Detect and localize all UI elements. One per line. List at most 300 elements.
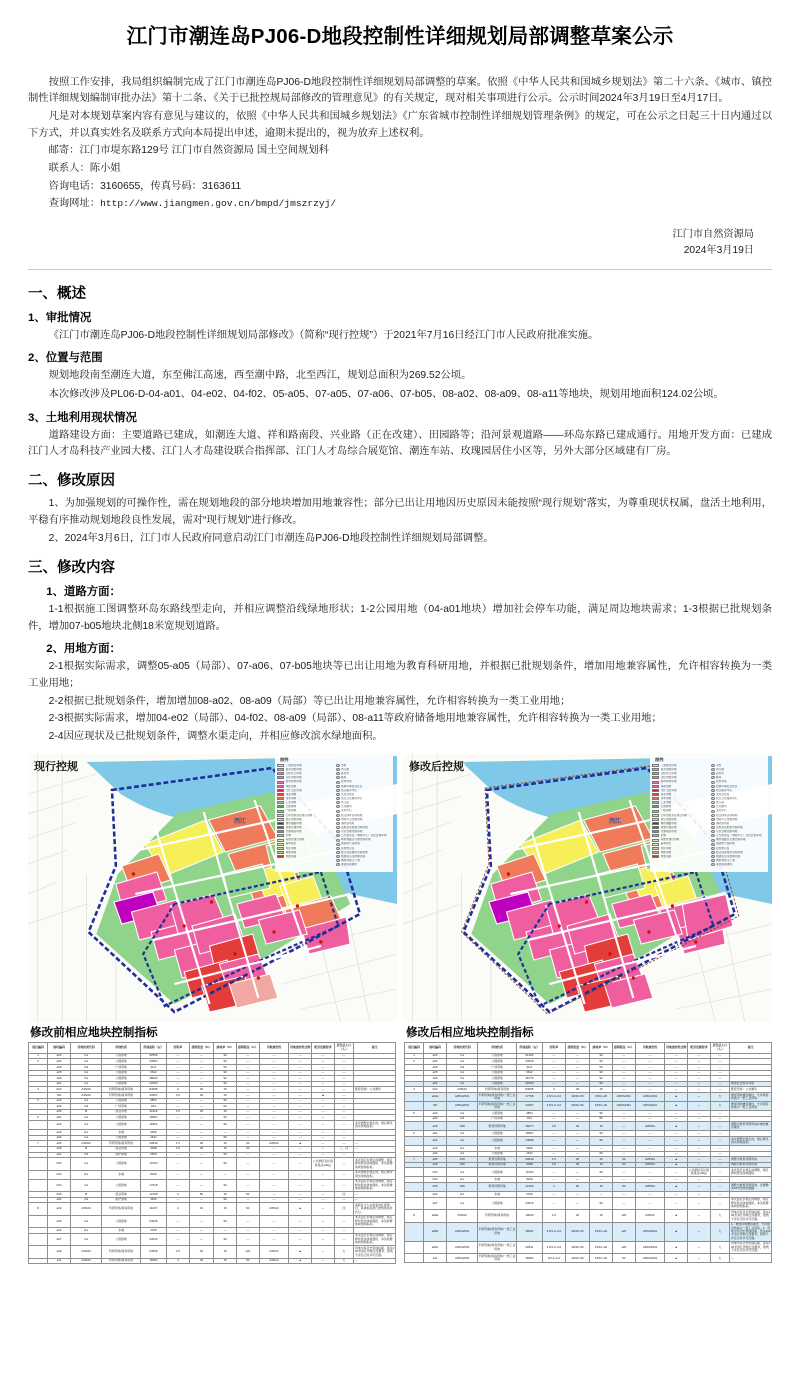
legend-label: 公用设施营业网点用地: [660, 813, 688, 817]
table-cell-hgt: 30: [236, 1146, 259, 1152]
legend-symbol-item-before-4: [336, 780, 392, 784]
table-cell-lot: a04: [424, 1151, 447, 1157]
table-cell-far: —: [167, 1098, 190, 1104]
legend-symbol-icon: [711, 793, 715, 796]
table-cell-fac: —: [312, 1121, 335, 1130]
table-cell-blk: 1: [29, 1053, 48, 1059]
table-row[interactable]: [29, 1215, 396, 1227]
table-cell-hgt: —: [236, 1179, 259, 1191]
legend-symbol-icon: [336, 814, 340, 817]
table-cell-lot: a04: [48, 1135, 71, 1141]
table-cell-rmk: —: [354, 1141, 396, 1147]
table-cell-area: 20640: [140, 1141, 166, 1147]
table-cell-fac: —: [312, 1109, 335, 1115]
table-cell-mix: —: [259, 1064, 289, 1070]
legend-symbol-item-before-19: [336, 842, 392, 846]
legend-item-before-9: [277, 801, 333, 805]
table-cell-blk: [29, 1246, 48, 1258]
table-cell-grn: —: [214, 1130, 237, 1136]
table-cell-cov: 35: [189, 1146, 213, 1152]
legend-symbol-icon: [336, 851, 340, 854]
table-cell-code: G1: [70, 1098, 101, 1104]
legend-symbol-icon: [336, 781, 340, 784]
table-row[interactable]: [405, 1183, 772, 1192]
table-cell-mixr: —: [289, 1233, 312, 1245]
table-cell-fac: —: [312, 1053, 335, 1059]
table-cell-area: 914: [516, 1116, 542, 1122]
table-cell-mix: A35/M1: [635, 1157, 665, 1163]
table-cell-blk: 2: [29, 1059, 48, 1065]
legend-symbol-icon: [336, 855, 340, 858]
table-cell-grn: 90: [214, 1233, 237, 1245]
table-cell-pop: —: [710, 1070, 729, 1076]
table-cell-mixr: ▲: [665, 1254, 688, 1263]
table-row[interactable]: [29, 1170, 396, 1179]
table-cell-pop: 九: [710, 1102, 729, 1111]
table-cell-area: 3299: [140, 1130, 166, 1136]
table-cell-pop: —: [334, 1087, 353, 1093]
table-header-cell-after-0: 街区编码: [405, 1042, 424, 1053]
legend-label: 公园绿地: [285, 805, 297, 809]
legend-swatch-icon: [277, 830, 284, 833]
legend-symbol-label: 垃圾转运站: [341, 846, 355, 850]
index-tables-row: [28, 1024, 772, 1265]
table-cell-fac: —: [312, 1203, 335, 1215]
table-cell-hgt: 50: [612, 1254, 635, 1263]
table-cell-area: 43267: [140, 1092, 166, 1098]
legend-label: 医疗卫生用地: [660, 788, 677, 792]
legend-symbol-item-after-13: [711, 818, 767, 822]
table-row[interactable]: [405, 1168, 772, 1177]
table-cell-code: A35/A2: [70, 1141, 101, 1147]
legend-symbol-item-after-7: [711, 793, 767, 797]
table-cell-code: G1: [446, 1053, 477, 1059]
legend-symbol-icon: [711, 789, 715, 792]
table-cell-fac: 公共厕所及垃圾收集点≥30㎡: [312, 1158, 335, 1170]
table-cell-blk: 6: [29, 1115, 48, 1121]
legend-symbol-icon: [711, 785, 715, 788]
legend-item-before-8: [277, 797, 333, 801]
table-cell-grn: —: [590, 1177, 613, 1183]
table-cell-cov: 40/40~50: [565, 1102, 589, 1111]
legend-item-after-9: [652, 801, 708, 805]
table-cell-pop: —: [710, 1131, 729, 1137]
table-cell-grn: 50: [214, 1104, 237, 1110]
table-cell-code: B: [70, 1146, 101, 1152]
legend-symbol-icon: [336, 768, 340, 771]
table-cell-lot: a03: [48, 1130, 71, 1136]
table-cell-mix: —: [259, 1130, 289, 1136]
table-cell-mixr: —: [289, 1215, 312, 1227]
table-cell-lot: f02: [48, 1092, 71, 1098]
table-cell-mixr: ▲: [665, 1122, 688, 1131]
table-cell-cov: —: [565, 1081, 589, 1087]
table-cell-far: —: [167, 1179, 190, 1191]
legend-swatch-icon: [652, 797, 659, 800]
legend-swatch-icon: [652, 834, 659, 837]
legend-label: 二类居住用地: [285, 763, 302, 767]
legend-item-after-12: [652, 813, 708, 817]
legend-swatch-icon: [652, 764, 659, 767]
table-cell-fac: —: [312, 1170, 335, 1179]
legend-symbol-item-after-3: [711, 776, 767, 780]
legend-symbol-label: 派出所: [716, 772, 725, 776]
legend-symbol-icon: [711, 826, 715, 829]
table-cell-mix: A35/A2: [259, 1203, 289, 1215]
table-cell-mix: —: [635, 1111, 665, 1117]
legend-item-after-20: [652, 847, 708, 851]
legend-label: 工业用地: [660, 801, 672, 805]
table-cell-lot: a04: [424, 1192, 447, 1198]
table-cell-blk: 8: [405, 1210, 424, 1222]
table-cell-area: 18431: [516, 1222, 542, 1241]
table-cell-lot: a09b: [424, 1222, 447, 1241]
table-row[interactable]: [405, 1136, 772, 1145]
table-cell-lot: a05: [424, 1070, 447, 1076]
legend-swatch-icon: [277, 801, 284, 804]
legend-symbol-label: 街道办事处及社区: [716, 784, 738, 788]
legend-symbol-item-after-11: [711, 809, 767, 813]
table-cell-cov: —: [189, 1076, 213, 1082]
table-cell-hgt: —: [236, 1059, 259, 1065]
table-cell-area: 6642: [140, 1070, 166, 1076]
legend-symbol-item-before-17: [336, 834, 392, 838]
table-cell-grn: 90: [590, 1076, 613, 1082]
table-cell-code: A35/A2: [70, 1092, 101, 1098]
table-cell-rmk: 调整为教育科研用地: [730, 1162, 772, 1168]
legend-swatch-icon: [277, 814, 284, 817]
table-cell-grn: 15: [214, 1246, 237, 1258]
table-cell-code: A35/A2: [70, 1258, 101, 1264]
table-cell-mixr: —: [665, 1076, 688, 1082]
table-cell-mixr: —: [289, 1170, 312, 1179]
table-row[interactable]: [405, 1254, 772, 1263]
table-cell-fac: —: [312, 1135, 335, 1141]
table-cell-code: G3: [70, 1104, 101, 1110]
legend-swatch-icon: [277, 843, 284, 846]
legend-label: 交通场站用地: [660, 830, 677, 834]
legend-label: 水域: [660, 834, 666, 838]
legend-symbol-icon: [711, 814, 715, 817]
table-cell-use: 科研用地/商务用地: [102, 1092, 140, 1098]
table-cell-pop: —: [334, 1228, 353, 1234]
legend-swatch-icon: [277, 781, 284, 784]
table-row[interactable]: [29, 1179, 396, 1191]
legend-symbol-icon: [336, 839, 340, 842]
table-cell-lot: b04: [48, 1179, 71, 1191]
table-cell-code: G1: [446, 1081, 477, 1087]
table-cell-use: 公园绿地: [478, 1197, 516, 1209]
table-cell-fac: —: [312, 1059, 335, 1065]
table-cell-lot: a01: [48, 1115, 71, 1121]
legend-symbol-label: 城市道路及交通设施用地: [716, 838, 746, 842]
table-cell-mix: —: [259, 1081, 289, 1087]
legend-symbol-item-before-7: [336, 793, 392, 797]
table-cell-grn: 50: [590, 1064, 613, 1070]
table-row[interactable]: [29, 1121, 396, 1130]
table-cell-mix: A35/A2: [635, 1210, 665, 1222]
contact-person-line: 联系人：陈小姐: [48, 163, 121, 174]
legend-symbol-item-before-2: [336, 772, 392, 776]
table-cell-code: G1: [446, 1131, 477, 1137]
table-cell-hgt: 30: [612, 1157, 635, 1163]
table-row[interactable]: [29, 1158, 396, 1170]
subsection-heading-1-2: 2、位置与范围: [28, 352, 103, 365]
table-cell-code: G1: [446, 1197, 477, 1209]
table-cell-use: 公园绿地: [478, 1136, 516, 1145]
legend-symbol-icon: [336, 859, 340, 862]
legend-label: 林地用地: [285, 850, 297, 854]
table-cell-far: —: [167, 1115, 190, 1121]
table-cell-mix: —: [259, 1228, 289, 1234]
table-cell-hgt: —: [612, 1151, 635, 1157]
table-cell-far: —: [543, 1192, 566, 1198]
website-url[interactable]: http://www.jiangmen.gov.cn/bmpd/jmszrzyj/: [100, 198, 337, 210]
legend-symbol-item-after-2: [711, 772, 767, 776]
table-cell-use: 公园绿地: [478, 1076, 516, 1082]
table-cell-lot: e02a: [424, 1092, 447, 1101]
table-cell-mixr: ▲: [665, 1241, 688, 1253]
table-cell-code: G3: [70, 1152, 101, 1158]
table-cell-use: 科研用地/商务用地/一类工业用地: [478, 1253, 516, 1262]
legend-swatch-icon: [277, 764, 284, 767]
table-cell-pop: —: [710, 1151, 729, 1157]
legend-item-after-21: [652, 851, 708, 855]
plan-maps-row: [28, 754, 772, 1022]
legend-item-before-17: [277, 834, 333, 838]
table-row[interactable]: [29, 1203, 396, 1215]
intro-paragraph-1: 按照工作安排，我局组织编制完成了江门市潮连岛PJ06-D地段控制性详细规划局部调整的草案。依照《中华人民共和国城乡规划法》第二十六条、《城市、镇控制性详细规划编制审批办法》第十二条、《关于已批控规局部修改的管理意见》的有关规定，现对相关事项进行公示。公示时间2024年3月19日至4月17日。: [28, 76, 772, 105]
legend-label: 商业用地: [285, 792, 297, 796]
legend-symbol-icon: [336, 801, 340, 804]
subsection-para-3-2-4: 2-4因应现状及已批规划条件，调整水渠走向，并相应修改滨水绿地面积。: [48, 731, 383, 743]
table-cell-code: G1: [70, 1115, 101, 1121]
legend-symbol-label: 社区体育活动场地: [716, 813, 738, 817]
legend-symbol-icon: [711, 797, 715, 800]
table-cell-hgt: —: [612, 1070, 635, 1076]
legend-item-before-6: [277, 789, 333, 793]
table-cell-cov: —: [189, 1098, 213, 1104]
legend-symbol-label: 学校: [716, 763, 722, 767]
table-cell-fac: —: [312, 1228, 335, 1234]
table-header-cell-before-0: 街区编码: [29, 1042, 48, 1053]
table-cell-lot: f02: [424, 1102, 447, 1111]
table-cell-code: A35/A2/M1: [446, 1222, 477, 1241]
table-cell-code: A35/A2/M1: [446, 1241, 477, 1253]
legend-symbol-label: 公交首末站（调度中心）及社会停车场: [716, 834, 762, 838]
table-cell-far: —: [167, 1233, 190, 1245]
table-header-cell-after-10: 用地兼容性比例: [665, 1042, 688, 1053]
table-cell-lot: a07: [48, 1233, 71, 1245]
table-cell-fac: —: [688, 1222, 711, 1241]
table-cell-lot: a03: [424, 1053, 447, 1059]
index-table-before: [28, 1042, 396, 1265]
table-cell-rmk: 本次因应水渠走向调整，相应修改滨水绿地面积，本次新增地块控制指标。: [354, 1233, 396, 1245]
table-row[interactable]: [405, 1210, 772, 1222]
table-cell-grn: 90: [590, 1136, 613, 1145]
table-cell-cov: —: [189, 1115, 213, 1121]
legend-swatch-icon: [652, 776, 659, 779]
table-cell-grn: 15: [214, 1203, 237, 1215]
legend-symbol-label: 现状保留建筑: [341, 863, 358, 867]
table-cell-far: —: [167, 1070, 190, 1076]
table-cell-mix: —: [635, 1136, 665, 1145]
table-cell-area: 20119: [140, 1109, 166, 1115]
table-cell-code: E1: [446, 1145, 477, 1151]
table-cell-code: G1: [446, 1168, 477, 1177]
legend-symbol-item-after-0: [711, 764, 767, 768]
legend-label: 商务用地: [660, 796, 672, 800]
table-header-cell-before-1: 地块编码: [48, 1042, 71, 1053]
table-row[interactable]: [405, 1092, 772, 1101]
table-cell-blk: [405, 1222, 424, 1241]
legend-item-after-1: [652, 768, 708, 772]
legend-swatch-icon: [277, 789, 284, 792]
table-cell-fac: —: [688, 1111, 711, 1117]
table-cell-hgt: —: [236, 1109, 259, 1115]
table-cell-lot: a03: [424, 1064, 447, 1070]
table-cell-grn: 15/10~20: [590, 1102, 613, 1111]
table-row[interactable]: [29, 1233, 396, 1245]
table-cell-pop: —: [334, 1053, 353, 1059]
section-2-para-2: 2、2024年3月6日，江门市人民政府同意启动江门市潮连岛PJ06-D地段控制性详细规划局部调整。: [48, 533, 494, 545]
table-cell-grn: 15/10~20: [590, 1241, 613, 1253]
legend-swatch-icon: [277, 797, 284, 800]
table-cell-cov: —: [565, 1192, 589, 1198]
table-cell-mixr: —: [289, 1064, 312, 1070]
table-cell-lot: b03: [48, 1170, 71, 1179]
table-row[interactable]: [405, 1222, 772, 1241]
subsection-para-1-2-2: 本次修改涉及PL06-D-04-a01、04-e02、04-f02、05-a05、07-a05、07-a06、07-b05、08-a02、08-a09、08-a11等地块，规划用地面积124.02公顷。: [48, 388, 724, 400]
legend-symbol-item-after-22: [711, 855, 767, 859]
legend-symbol-icon: [711, 764, 715, 767]
legend-label: 商务用地: [285, 796, 297, 800]
table-cell-use: 公园绿地: [102, 1081, 140, 1087]
legend-symbol-icon: [336, 826, 340, 829]
table-cell-fac: —: [312, 1146, 335, 1152]
table-cell-mixr: —: [289, 1076, 312, 1082]
table-cell-mix: A35/A2/M1: [635, 1092, 665, 1101]
table-cell-area: 17758: [516, 1092, 542, 1101]
legend-symbol-icon: [336, 793, 340, 796]
table-cell-fac: —: [688, 1122, 711, 1131]
table-cell-pop: —: [710, 1053, 729, 1059]
table-cell-far: 2.5: [167, 1146, 190, 1152]
table-cell-cov: 50: [189, 1192, 213, 1198]
table-row[interactable]: [405, 1122, 772, 1131]
table-cell-mixr: ▲: [665, 1157, 688, 1163]
table-row[interactable]: [405, 1241, 772, 1253]
table-header-cell-after-13: 备注: [730, 1042, 772, 1053]
table-cell-far: 2.5: [167, 1246, 190, 1258]
table-cell-mix: —: [635, 1070, 665, 1076]
table-cell-grn: 15: [590, 1157, 613, 1163]
map-legend-after: [650, 756, 768, 872]
table-cell-cov: 40: [189, 1109, 213, 1115]
table-cell-lot: a11: [424, 1254, 447, 1263]
legend-label: 规划范围: [285, 854, 297, 858]
table-cell-area: 18484: [516, 1254, 542, 1263]
table-cell-far: —: [167, 1197, 190, 1203]
table-cell-fac: —: [688, 1116, 711, 1122]
table-header-cell-before-4: 用地面积（㎡）: [140, 1042, 166, 1053]
table-row[interactable]: [405, 1102, 772, 1111]
table-cell-fac: —: [688, 1183, 711, 1192]
table-cell-hgt: 60: [236, 1203, 259, 1215]
table-cell-cov: —: [565, 1076, 589, 1082]
table-cell-hgt: 120: [612, 1241, 635, 1253]
map-legend-before: [275, 756, 393, 872]
table-cell-mix: —: [259, 1170, 289, 1179]
legend-swatch-icon: [652, 826, 659, 829]
table-cell-mixr: ▲: [289, 1203, 312, 1215]
legend-symbol-item-after-5: [711, 784, 767, 788]
table-cell-cov: —: [189, 1130, 213, 1136]
table-cell-lot: b05: [424, 1183, 447, 1192]
table-cell-rmk: 本次调整水渠走向，相应修改滨水绿地面积。: [354, 1170, 396, 1179]
legend-symbol-item-before-9: [336, 801, 392, 805]
table-row[interactable]: [405, 1197, 772, 1209]
section-heading-3: 三、修改内容: [28, 560, 115, 577]
table-cell-mix: —: [259, 1146, 289, 1152]
table-cell-far: 2.5: [543, 1162, 566, 1168]
legend-symbol-icon: [336, 822, 340, 825]
table-cell-mixr: —: [289, 1121, 312, 1130]
table-row[interactable]: [29, 1258, 396, 1264]
table-cell-hgt: A35/A2/M1: [612, 1092, 635, 1101]
table-cell-lot: a02: [48, 1121, 71, 1130]
table-cell-cov: —: [189, 1152, 213, 1158]
table-cell-fac: —: [688, 1053, 711, 1059]
legend-symbol-item-before-12: [336, 813, 392, 817]
table-cell-lot: a01: [48, 1081, 71, 1087]
table-cell-cov: —: [565, 1053, 589, 1059]
table-cell-lot: a09: [48, 1246, 71, 1258]
table-cell-hgt: —: [612, 1081, 635, 1087]
table-cell-area: 22000: [516, 1081, 542, 1087]
table-cell-mix: —: [259, 1070, 289, 1076]
table-cell-far: —: [543, 1059, 566, 1065]
table-cell-mixr: —: [289, 1104, 312, 1110]
table-cell-area: 3299: [516, 1145, 542, 1151]
table-row[interactable]: [29, 1246, 396, 1258]
table-cell-area: 51294: [516, 1053, 542, 1059]
table-cell-blk: [29, 1215, 48, 1227]
legend-label: 广场用地: [660, 809, 672, 813]
table-cell-blk: 1: [405, 1053, 424, 1059]
legend-symbol-label: 老人院: [341, 801, 350, 805]
table-cell-rmk: 本次调整水渠走向，相应修改滨水绿地面积。: [730, 1136, 772, 1145]
table-cell-mixr: —: [289, 1092, 312, 1098]
table-cell-code: G1: [70, 1135, 101, 1141]
table-cell-pop: —: [334, 1115, 353, 1121]
legend-label: 村庄用地: [660, 846, 672, 850]
table-cell-mix: —: [635, 1076, 665, 1082]
table-cell-far: —: [543, 1131, 566, 1137]
table-cell-grn: 15: [214, 1141, 237, 1147]
legend-label: 村庄用地: [285, 846, 297, 850]
table-cell-grn: 90: [590, 1081, 613, 1087]
table-cell-area: 64936: [140, 1246, 166, 1258]
table-cell-mixr: —: [665, 1064, 688, 1070]
table-cell-mix: A35/A2/M1: [635, 1241, 665, 1253]
table-cell-use: 防护绿地: [102, 1197, 140, 1203]
legend-swatch-icon: [652, 839, 659, 842]
table-cell-use: 科研用地/商务用地: [102, 1141, 140, 1147]
table-cell-fac: —: [312, 1070, 335, 1076]
table-cell-cov: —: [565, 1116, 589, 1122]
table-cell-far: —: [543, 1136, 566, 1145]
